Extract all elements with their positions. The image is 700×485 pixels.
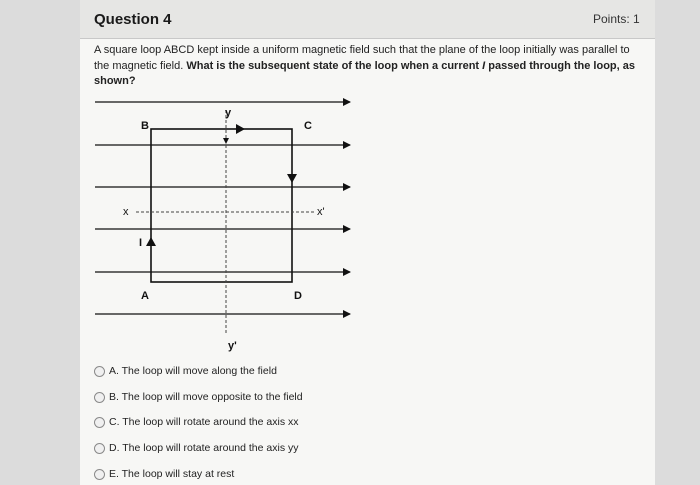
current-arrow-top — [236, 124, 245, 134]
current-arrows — [146, 124, 297, 246]
choice-label: C. The loop will rotate around the axis xx — [109, 416, 299, 428]
label-y-prime: y' — [228, 340, 237, 352]
label-y: y — [225, 107, 232, 119]
choice-a[interactable] — [94, 362, 277, 380]
label-x-prime: x' — [317, 206, 325, 218]
label-current: I — [139, 237, 143, 249]
corner-label-b: B — [141, 120, 149, 132]
corner-label-a: A — [141, 290, 149, 302]
choice-e[interactable] — [94, 465, 234, 483]
label-x: x — [123, 206, 129, 218]
current-symbol: I — [482, 59, 486, 72]
choice-d[interactable] — [94, 439, 299, 457]
question-bold-1: What is the subsequent state of the loop when a current — [186, 59, 480, 72]
choice-label: D. The loop will rotate around the axis yy — [109, 442, 299, 454]
radio-button-icon[interactable] — [94, 366, 105, 377]
square-loop — [151, 129, 292, 282]
corner-label-c: C — [304, 120, 312, 132]
radio-button-icon[interactable] — [94, 392, 105, 403]
radio-button-icon[interactable] — [94, 417, 105, 428]
question-title: Question 4 — [94, 11, 172, 28]
choice-label: E. The loop will stay at rest — [109, 468, 235, 480]
loop-diagram — [90, 92, 360, 354]
choice-b[interactable] — [94, 388, 303, 406]
question-text — [94, 43, 642, 90]
question-intro: A square loop ABCD kept inside a uniform magnetic field such that the plane of the loop initially was parallel to the magnetic field. — [94, 44, 630, 72]
question-bold-2: passed through the loop, as shown? — [94, 59, 635, 87]
points-label: Points: 1 — [593, 12, 640, 26]
radio-button-icon[interactable] — [94, 443, 105, 454]
radio-button-icon[interactable] — [94, 469, 105, 480]
current-arrow-left — [146, 237, 156, 246]
choice-c[interactable] — [94, 413, 299, 431]
current-arrow-axis — [223, 138, 229, 144]
choice-label: B. The loop will move opposite to the field — [109, 391, 303, 403]
corner-label-d: D — [294, 290, 302, 302]
current-arrow-right — [287, 174, 297, 183]
choice-label: A. The loop will move along the field — [109, 365, 277, 377]
